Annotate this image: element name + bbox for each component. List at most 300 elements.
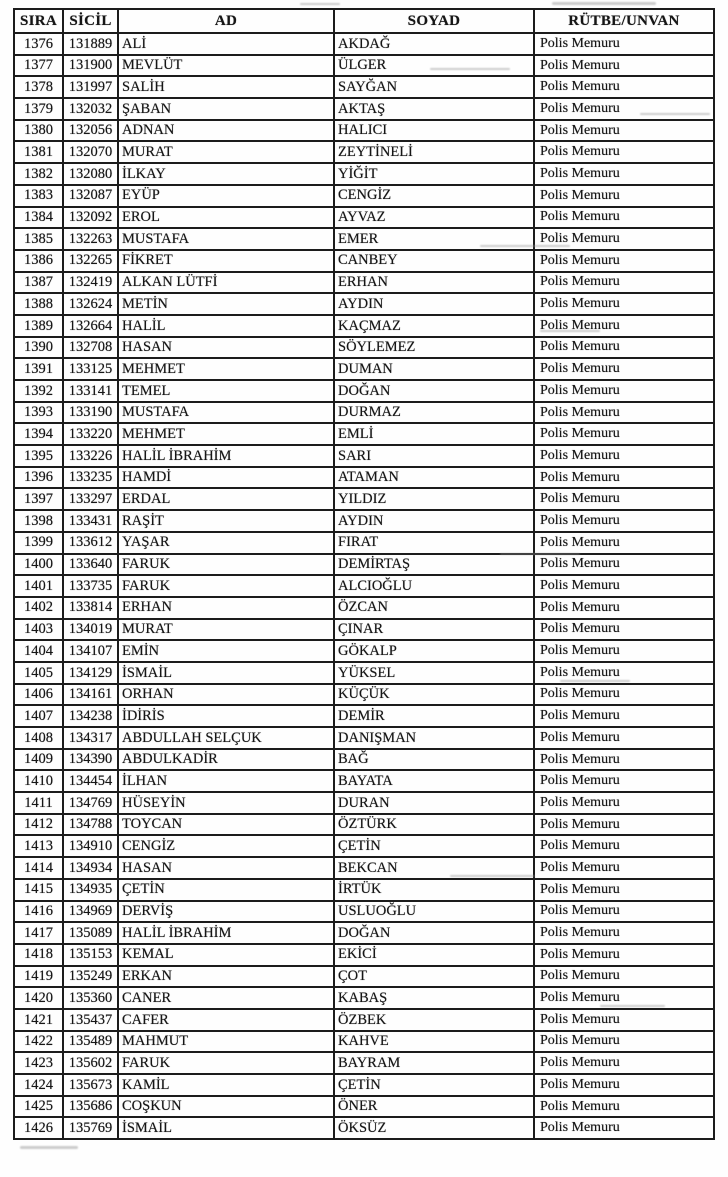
cell-soyad: DANIŞMAN bbox=[334, 727, 534, 749]
cell-sicil: 132708 bbox=[63, 337, 118, 359]
cell-sira: 1382 bbox=[14, 163, 63, 185]
scan-artifact bbox=[552, 2, 656, 5]
cell-soyad: KÜÇÜK bbox=[334, 684, 534, 706]
table-row bbox=[14, 597, 714, 619]
table-row bbox=[14, 1052, 714, 1074]
cell-soyad: DOĞAN bbox=[334, 380, 534, 402]
cell-rutbe: Polis Memuru bbox=[534, 293, 714, 315]
cell-ad: FİKRET bbox=[118, 250, 334, 272]
cell-soyad: YİĞİT bbox=[334, 163, 534, 185]
cell-rutbe: Polis Memuru bbox=[534, 337, 714, 359]
cell-rutbe: Polis Memuru bbox=[534, 467, 714, 489]
cell-rutbe: Polis Memuru bbox=[534, 770, 714, 792]
cell-sira: 1385 bbox=[14, 228, 63, 250]
cell-ad: İLKAY bbox=[118, 163, 334, 185]
table-row bbox=[14, 272, 714, 294]
cell-soyad: DOĞAN bbox=[334, 922, 534, 944]
cell-sicil: 133814 bbox=[63, 597, 118, 619]
cell-rutbe: Polis Memuru bbox=[534, 575, 714, 597]
table-row bbox=[14, 1031, 714, 1053]
table-row bbox=[14, 1117, 714, 1139]
cell-rutbe: Polis Memuru bbox=[534, 120, 714, 142]
cell-sira: 1417 bbox=[14, 922, 63, 944]
cell-rutbe: Polis Memuru bbox=[534, 835, 714, 857]
cell-sicil: 132080 bbox=[63, 163, 118, 185]
cell-rutbe: Polis Memuru bbox=[534, 185, 714, 207]
cell-sicil: 134935 bbox=[63, 879, 118, 901]
cell-soyad: EKİCİ bbox=[334, 944, 534, 966]
cell-ad: ERHAN bbox=[118, 597, 334, 619]
table-row bbox=[14, 532, 714, 554]
cell-soyad: GÖKALP bbox=[334, 640, 534, 662]
cell-sicil: 133431 bbox=[63, 510, 118, 532]
cell-rutbe: Polis Memuru bbox=[534, 619, 714, 641]
table-row bbox=[14, 55, 714, 77]
cell-sicil: 134161 bbox=[63, 684, 118, 706]
table-row bbox=[14, 922, 714, 944]
cell-rutbe: Polis Memuru bbox=[534, 488, 714, 510]
cell-ad: EROL bbox=[118, 207, 334, 229]
cell-sicil: 135153 bbox=[63, 944, 118, 966]
table-row bbox=[14, 901, 714, 923]
cell-soyad: ÖZCAN bbox=[334, 597, 534, 619]
cell-sira: 1376 bbox=[14, 33, 63, 55]
cell-soyad: EMER bbox=[334, 228, 534, 250]
cell-ad: MEHMET bbox=[118, 358, 334, 380]
cell-soyad: YILDIZ bbox=[334, 488, 534, 510]
cell-sicil: 131900 bbox=[63, 55, 118, 77]
cell-sicil: 135089 bbox=[63, 922, 118, 944]
cell-sicil: 133297 bbox=[63, 488, 118, 510]
cell-sicil: 135686 bbox=[63, 1096, 118, 1118]
cell-sira: 1416 bbox=[14, 901, 63, 923]
cell-ad: İSMAİL bbox=[118, 662, 334, 684]
cell-ad: EMİN bbox=[118, 640, 334, 662]
cell-ad: ADNAN bbox=[118, 120, 334, 142]
table-row bbox=[14, 98, 714, 120]
cell-ad: ALKAN LÜTFİ bbox=[118, 272, 334, 294]
cell-sira: 1407 bbox=[14, 705, 63, 727]
cell-sicil: 135360 bbox=[63, 987, 118, 1009]
cell-sicil: 133235 bbox=[63, 467, 118, 489]
cell-soyad: USLUOĞLU bbox=[334, 901, 534, 923]
cell-ad: HAMDİ bbox=[118, 467, 334, 489]
cell-ad: TOYCAN bbox=[118, 814, 334, 836]
cell-rutbe: Polis Memuru bbox=[534, 510, 714, 532]
cell-rutbe: Polis Memuru bbox=[534, 814, 714, 836]
cell-rutbe: Polis Memuru bbox=[534, 55, 714, 77]
cell-ad: KAMİL bbox=[118, 1074, 334, 1096]
cell-sira: 1400 bbox=[14, 554, 63, 576]
table-row bbox=[14, 749, 714, 771]
cell-soyad: DEMİR bbox=[334, 705, 534, 727]
cell-sira: 1397 bbox=[14, 488, 63, 510]
cell-sira: 1411 bbox=[14, 792, 63, 814]
cell-soyad: BAYATA bbox=[334, 770, 534, 792]
cell-ad: MUSTAFA bbox=[118, 402, 334, 424]
table-row bbox=[14, 987, 714, 1009]
cell-sira: 1399 bbox=[14, 532, 63, 554]
table-row bbox=[14, 966, 714, 988]
cell-soyad: AYVAZ bbox=[334, 207, 534, 229]
table-row bbox=[14, 402, 714, 424]
cell-rutbe: Polis Memuru bbox=[534, 1052, 714, 1074]
cell-rutbe: Polis Memuru bbox=[534, 532, 714, 554]
cell-sira: 1425 bbox=[14, 1096, 63, 1118]
table-row bbox=[14, 554, 714, 576]
cell-sira: 1395 bbox=[14, 445, 63, 467]
cell-soyad: EMLİ bbox=[334, 423, 534, 445]
cell-sira: 1389 bbox=[14, 315, 63, 337]
cell-sicil: 134969 bbox=[63, 901, 118, 923]
cell-ad: CAFER bbox=[118, 1009, 334, 1031]
cell-ad: MEVLÜT bbox=[118, 55, 334, 77]
column-header-sira: SIRA bbox=[14, 9, 63, 33]
table-row bbox=[14, 228, 714, 250]
cell-sira: 1402 bbox=[14, 597, 63, 619]
cell-ad: HASAN bbox=[118, 337, 334, 359]
cell-rutbe: Polis Memuru bbox=[534, 163, 714, 185]
cell-rutbe: Polis Memuru bbox=[534, 250, 714, 272]
cell-rutbe: Polis Memuru bbox=[534, 1031, 714, 1053]
cell-sicil: 134390 bbox=[63, 749, 118, 771]
cell-rutbe: Polis Memuru bbox=[534, 901, 714, 923]
cell-sicil: 133612 bbox=[63, 532, 118, 554]
cell-soyad: ZEYTİNELİ bbox=[334, 141, 534, 163]
cell-ad: MAHMUT bbox=[118, 1031, 334, 1053]
cell-sicil: 132265 bbox=[63, 250, 118, 272]
cell-rutbe: Polis Memuru bbox=[534, 1117, 714, 1139]
cell-soyad: AYDIN bbox=[334, 293, 534, 315]
cell-soyad: FIRAT bbox=[334, 532, 534, 554]
cell-sicil: 134454 bbox=[63, 770, 118, 792]
table-row bbox=[14, 727, 714, 749]
cell-soyad: AKDAĞ bbox=[334, 33, 534, 55]
cell-ad: MUSTAFA bbox=[118, 228, 334, 250]
cell-sicil: 134317 bbox=[63, 727, 118, 749]
cell-soyad: KAHVE bbox=[334, 1031, 534, 1053]
cell-sicil: 133226 bbox=[63, 445, 118, 467]
table-row bbox=[14, 250, 714, 272]
cell-ad: METİN bbox=[118, 293, 334, 315]
table-header-row bbox=[14, 9, 714, 33]
table-row bbox=[14, 163, 714, 185]
cell-sira: 1423 bbox=[14, 1052, 63, 1074]
cell-ad: İSMAİL bbox=[118, 1117, 334, 1139]
column-header-ad: AD bbox=[118, 9, 334, 33]
cell-rutbe: Polis Memuru bbox=[534, 33, 714, 55]
cell-ad: FARUK bbox=[118, 1052, 334, 1074]
cell-sira: 1406 bbox=[14, 684, 63, 706]
cell-soyad: KABAŞ bbox=[334, 987, 534, 1009]
cell-sira: 1422 bbox=[14, 1031, 63, 1053]
table-row bbox=[14, 293, 714, 315]
table-row bbox=[14, 207, 714, 229]
cell-rutbe: Polis Memuru bbox=[534, 966, 714, 988]
scan-artifact bbox=[20, 1146, 78, 1149]
cell-ad: ERDAL bbox=[118, 488, 334, 510]
cell-sicil: 134019 bbox=[63, 619, 118, 641]
cell-soyad: ÖNER bbox=[334, 1096, 534, 1118]
cell-sira: 1405 bbox=[14, 662, 63, 684]
cell-rutbe: Polis Memuru bbox=[534, 445, 714, 467]
cell-rutbe: Polis Memuru bbox=[534, 705, 714, 727]
cell-sira: 1424 bbox=[14, 1074, 63, 1096]
cell-rutbe: Polis Memuru bbox=[534, 944, 714, 966]
cell-ad: İLHAN bbox=[118, 770, 334, 792]
table-row bbox=[14, 770, 714, 792]
cell-rutbe: Polis Memuru bbox=[534, 380, 714, 402]
cell-sira: 1412 bbox=[14, 814, 63, 836]
table-row bbox=[14, 445, 714, 467]
cell-soyad: BAYRAM bbox=[334, 1052, 534, 1074]
cell-sira: 1404 bbox=[14, 640, 63, 662]
cell-sira: 1379 bbox=[14, 98, 63, 120]
cell-ad: ÇETİN bbox=[118, 879, 334, 901]
cell-rutbe: Polis Memuru bbox=[534, 987, 714, 1009]
cell-rutbe: Polis Memuru bbox=[534, 684, 714, 706]
table-row bbox=[14, 835, 714, 857]
cell-ad: SALİH bbox=[118, 76, 334, 98]
cell-sicil: 132664 bbox=[63, 315, 118, 337]
cell-soyad: ÜLGER bbox=[334, 55, 534, 77]
cell-sira: 1421 bbox=[14, 1009, 63, 1031]
cell-sira: 1396 bbox=[14, 467, 63, 489]
table-row bbox=[14, 705, 714, 727]
cell-ad: MEHMET bbox=[118, 423, 334, 445]
cell-rutbe: Polis Memuru bbox=[534, 1074, 714, 1096]
cell-soyad: DUMAN bbox=[334, 358, 534, 380]
cell-rutbe: Polis Memuru bbox=[534, 228, 714, 250]
cell-sicil: 135437 bbox=[63, 1009, 118, 1031]
table-row bbox=[14, 380, 714, 402]
cell-rutbe: Polis Memuru bbox=[534, 76, 714, 98]
cell-sira: 1409 bbox=[14, 749, 63, 771]
cell-soyad: ÇINAR bbox=[334, 619, 534, 641]
table-row bbox=[14, 684, 714, 706]
cell-sicil: 134238 bbox=[63, 705, 118, 727]
cell-sira: 1418 bbox=[14, 944, 63, 966]
cell-soyad: ÇOT bbox=[334, 966, 534, 988]
cell-soyad: ERHAN bbox=[334, 272, 534, 294]
table-row bbox=[14, 337, 714, 359]
personnel-table bbox=[13, 8, 715, 1140]
cell-sicil: 133125 bbox=[63, 358, 118, 380]
table-row bbox=[14, 1009, 714, 1031]
cell-soyad: ÖZBEK bbox=[334, 1009, 534, 1031]
cell-sicil: 132070 bbox=[63, 141, 118, 163]
cell-rutbe: Polis Memuru bbox=[534, 749, 714, 771]
cell-sicil: 134788 bbox=[63, 814, 118, 836]
cell-sicil: 132263 bbox=[63, 228, 118, 250]
cell-soyad: BAĞ bbox=[334, 749, 534, 771]
cell-sicil: 134107 bbox=[63, 640, 118, 662]
cell-ad: CENGİZ bbox=[118, 835, 334, 857]
cell-sira: 1413 bbox=[14, 835, 63, 857]
cell-sicil: 135249 bbox=[63, 966, 118, 988]
cell-ad: ORHAN bbox=[118, 684, 334, 706]
cell-sicil: 135769 bbox=[63, 1117, 118, 1139]
cell-sira: 1415 bbox=[14, 879, 63, 901]
cell-soyad: AKTAŞ bbox=[334, 98, 534, 120]
cell-soyad: CANBEY bbox=[334, 250, 534, 272]
cell-rutbe: Polis Memuru bbox=[534, 792, 714, 814]
cell-sira: 1388 bbox=[14, 293, 63, 315]
cell-sicil: 134910 bbox=[63, 835, 118, 857]
cell-soyad: DEMİRTAŞ bbox=[334, 554, 534, 576]
cell-sira: 1380 bbox=[14, 120, 63, 142]
cell-soyad: SÖYLEMEZ bbox=[334, 337, 534, 359]
table-row bbox=[14, 640, 714, 662]
cell-sira: 1410 bbox=[14, 770, 63, 792]
cell-sicil: 135489 bbox=[63, 1031, 118, 1053]
column-header-rutbe: RÜTBE/UNVAN bbox=[534, 9, 714, 33]
cell-ad: COŞKUN bbox=[118, 1096, 334, 1118]
table-row bbox=[14, 423, 714, 445]
cell-rutbe: Polis Memuru bbox=[534, 1096, 714, 1118]
table-row bbox=[14, 1096, 714, 1118]
column-header-sicil: SİCİL bbox=[63, 9, 118, 33]
cell-sicil: 133141 bbox=[63, 380, 118, 402]
cell-ad: CANER bbox=[118, 987, 334, 1009]
cell-sicil: 132032 bbox=[63, 98, 118, 120]
cell-ad: ŞABAN bbox=[118, 98, 334, 120]
cell-sira: 1394 bbox=[14, 423, 63, 445]
table-row bbox=[14, 120, 714, 142]
cell-rutbe: Polis Memuru bbox=[534, 857, 714, 879]
cell-sicil: 134769 bbox=[63, 792, 118, 814]
cell-sira: 1392 bbox=[14, 380, 63, 402]
cell-rutbe: Polis Memuru bbox=[534, 272, 714, 294]
cell-ad: KEMAL bbox=[118, 944, 334, 966]
cell-ad: FARUK bbox=[118, 554, 334, 576]
cell-sicil: 132056 bbox=[63, 120, 118, 142]
cell-rutbe: Polis Memuru bbox=[534, 1009, 714, 1031]
cell-sira: 1384 bbox=[14, 207, 63, 229]
cell-sicil: 132624 bbox=[63, 293, 118, 315]
cell-sicil: 132087 bbox=[63, 185, 118, 207]
cell-sira: 1408 bbox=[14, 727, 63, 749]
cell-ad: HALİL bbox=[118, 315, 334, 337]
cell-sicil: 131889 bbox=[63, 33, 118, 55]
cell-rutbe: Polis Memuru bbox=[534, 141, 714, 163]
cell-soyad: ÇETİN bbox=[334, 1074, 534, 1096]
table-row bbox=[14, 575, 714, 597]
cell-sicil: 134934 bbox=[63, 857, 118, 879]
cell-sicil: 133190 bbox=[63, 402, 118, 424]
cell-sira: 1426 bbox=[14, 1117, 63, 1139]
cell-sicil: 133735 bbox=[63, 575, 118, 597]
cell-sira: 1383 bbox=[14, 185, 63, 207]
cell-ad: DERVİŞ bbox=[118, 901, 334, 923]
table-row bbox=[14, 315, 714, 337]
table-row bbox=[14, 814, 714, 836]
cell-ad: MURAT bbox=[118, 619, 334, 641]
cell-sicil: 131997 bbox=[63, 76, 118, 98]
cell-sira: 1401 bbox=[14, 575, 63, 597]
cell-sira: 1414 bbox=[14, 857, 63, 879]
cell-soyad: İRTÜK bbox=[334, 879, 534, 901]
cell-rutbe: Polis Memuru bbox=[534, 423, 714, 445]
cell-sira: 1381 bbox=[14, 141, 63, 163]
cell-ad: FARUK bbox=[118, 575, 334, 597]
cell-ad: ERKAN bbox=[118, 966, 334, 988]
cell-rutbe: Polis Memuru bbox=[534, 402, 714, 424]
cell-rutbe: Polis Memuru bbox=[534, 879, 714, 901]
cell-ad: MURAT bbox=[118, 141, 334, 163]
cell-ad: YAŞAR bbox=[118, 532, 334, 554]
cell-sicil: 135673 bbox=[63, 1074, 118, 1096]
cell-ad: ABDULKADİR bbox=[118, 749, 334, 771]
cell-ad: İDİRİS bbox=[118, 705, 334, 727]
table-row bbox=[14, 358, 714, 380]
cell-sira: 1377 bbox=[14, 55, 63, 77]
cell-ad: ABDULLAH SELÇUK bbox=[118, 727, 334, 749]
cell-soyad: ÇETİN bbox=[334, 835, 534, 857]
cell-ad: ALİ bbox=[118, 33, 334, 55]
cell-sicil: 134129 bbox=[63, 662, 118, 684]
table-row bbox=[14, 1074, 714, 1096]
cell-rutbe: Polis Memuru bbox=[534, 98, 714, 120]
cell-sira: 1420 bbox=[14, 987, 63, 1009]
cell-rutbe: Polis Memuru bbox=[534, 358, 714, 380]
cell-soyad: DURMAZ bbox=[334, 402, 534, 424]
table-row bbox=[14, 488, 714, 510]
cell-ad: HÜSEYİN bbox=[118, 792, 334, 814]
cell-sicil: 132092 bbox=[63, 207, 118, 229]
cell-sira: 1390 bbox=[14, 337, 63, 359]
cell-sira: 1387 bbox=[14, 272, 63, 294]
table-row bbox=[14, 857, 714, 879]
cell-soyad: ÖKSÜZ bbox=[334, 1117, 534, 1139]
cell-sicil: 132419 bbox=[63, 272, 118, 294]
scan-artifact bbox=[300, 3, 340, 5]
table-row bbox=[14, 792, 714, 814]
cell-sira: 1378 bbox=[14, 76, 63, 98]
cell-sira: 1403 bbox=[14, 619, 63, 641]
cell-ad: RAŞİT bbox=[118, 510, 334, 532]
table-row bbox=[14, 662, 714, 684]
cell-soyad: SARI bbox=[334, 445, 534, 467]
cell-ad: TEMEL bbox=[118, 380, 334, 402]
cell-rutbe: Polis Memuru bbox=[534, 315, 714, 337]
cell-sira: 1398 bbox=[14, 510, 63, 532]
table-row bbox=[14, 185, 714, 207]
cell-sira: 1419 bbox=[14, 966, 63, 988]
cell-rutbe: Polis Memuru bbox=[534, 727, 714, 749]
cell-soyad: CENGİZ bbox=[334, 185, 534, 207]
cell-sira: 1393 bbox=[14, 402, 63, 424]
table-row bbox=[14, 510, 714, 532]
cell-sira: 1386 bbox=[14, 250, 63, 272]
cell-soyad: DURAN bbox=[334, 792, 534, 814]
table-row bbox=[14, 33, 714, 55]
cell-rutbe: Polis Memuru bbox=[534, 922, 714, 944]
cell-soyad: KAÇMAZ bbox=[334, 315, 534, 337]
table-row bbox=[14, 76, 714, 98]
cell-rutbe: Polis Memuru bbox=[534, 554, 714, 576]
cell-soyad: AYDIN bbox=[334, 510, 534, 532]
cell-ad: HALİL İBRAHİM bbox=[118, 922, 334, 944]
cell-soyad: YÜKSEL bbox=[334, 662, 534, 684]
cell-ad: EYÜP bbox=[118, 185, 334, 207]
cell-ad: HASAN bbox=[118, 857, 334, 879]
cell-soyad: ATAMAN bbox=[334, 467, 534, 489]
cell-soyad: BEKCAN bbox=[334, 857, 534, 879]
cell-sira: 1391 bbox=[14, 358, 63, 380]
cell-sicil: 133640 bbox=[63, 554, 118, 576]
cell-soyad: SAYĞAN bbox=[334, 76, 534, 98]
